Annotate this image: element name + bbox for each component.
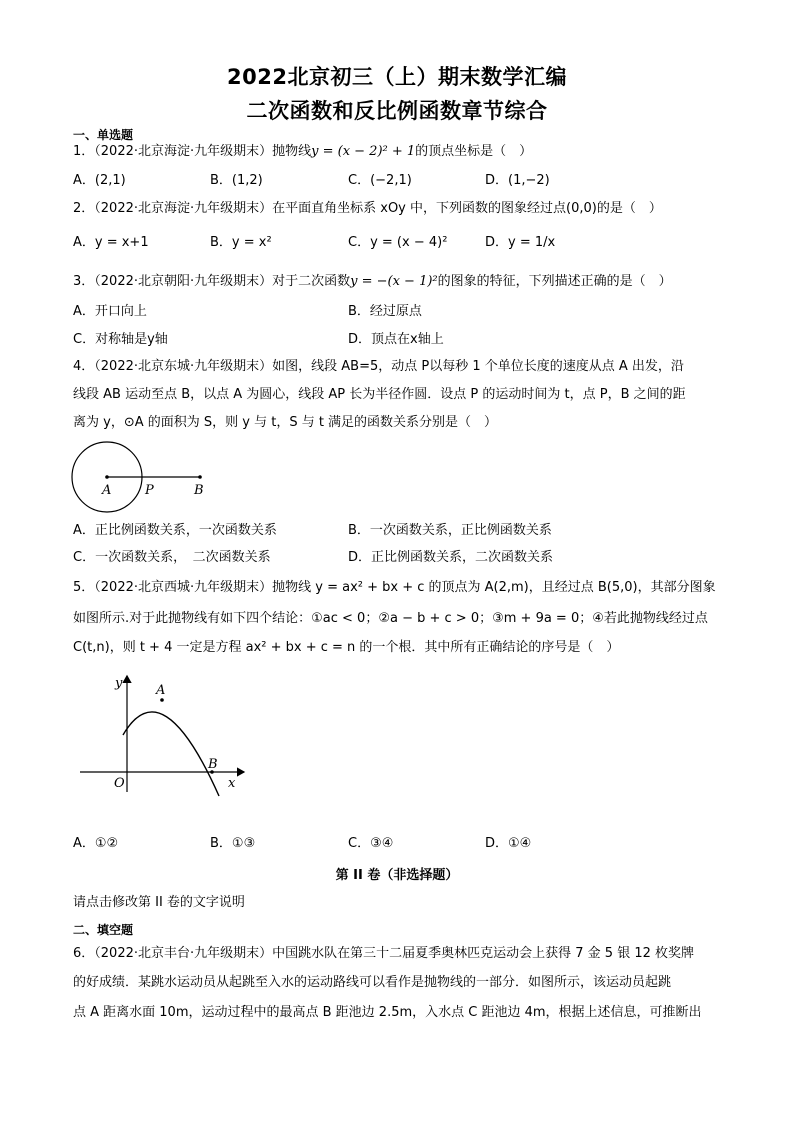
q3-option-b: B．经过原点 [348,304,422,319]
question-1-text: 1．（2022·北京海淀·九年级期末）抛物线 [73,144,312,159]
q1-option-a: A．(2,1) [73,173,126,188]
question-3-formula: y = −(x − 1)² [350,274,438,289]
question-3-text-end: 的图象的特征，下列描述正确的是（ ） [437,274,672,289]
q4-option-a: A．正比例函数关系，一次函数关系 [73,523,277,538]
q1-option-d: D．(1,−2) [485,173,550,188]
question-3-text: 3．（2022·北京朝阳·九年级期末）对于二次函数 [73,274,351,289]
y-axis-label: y [115,676,123,691]
point-a [105,475,109,479]
q4-option-c: C．一次函数关系， 二次函数关系 [73,550,271,565]
q3-option-c: C．对称轴是y轴 [73,332,168,347]
question-6-line-1: 6．（2022·北京丰台·九年级期末）中国跳水队在第三十二届夏季奥林匹克运动会上获得 7 金 5 银 12 枚奖牌 [73,946,694,961]
parabola-figure [78,668,258,798]
question-3 [73,272,672,292]
point-b [198,475,202,479]
point-b-label: B [208,757,218,772]
q2-option-b: B．y = x² [210,235,272,250]
question-1-text-end: 的顶点坐标是（ ） [415,144,533,159]
question-5-line-1: 5．（2022·北京西城·九年级期末）抛物线 y = ax² + bx + c 的顶点为 A(2,m)，且经过点 B(5,0)，其部分图象 [73,580,716,595]
q1-option-c: C．(−2,1) [348,173,412,188]
q3-option-d: D．顶点在x轴上 [348,332,444,347]
point-a-label: A [156,683,166,698]
vertex-a [160,698,164,702]
question-4-line-2: 线段 AB 运动至点 B，以点 A 为圆心，线段 AP 长为半径作圆．设点 P 的运动时间为 t，点 P，B 之间的距 [73,387,686,402]
question-4-line-1: 4．（2022·北京东城·九年级期末）如图，线段 AB=5，动点 P以每秒 1 个单位长度的速度从点 A 出发，沿 [73,359,684,374]
q3-option-a: A．开口向上 [73,304,147,319]
section-heading-fill-in: 二、填空题 [73,923,134,937]
page-title: 2022北京初三（上）期末数学汇编 [227,65,567,89]
parabola-curve [123,712,219,796]
question-1-formula: y = (x − 2)² + 1 [311,144,416,159]
question-5-line-3: C(t,n)，则 t + 4 一定是方程 ax² + bx + c = n 的一个根．其中所有正确结论的序号是（ ） [73,640,620,655]
part-2-title: 第 II 卷（非选择题） [335,868,459,883]
q1-option-b: B．(1,2) [210,173,263,188]
q5-option-d: D．①④ [485,836,532,851]
q5-option-c: C．③④ [348,836,394,851]
origin-label: O [114,776,125,791]
circle-segment-figure [65,438,225,518]
question-2: 2．（2022·北京海淀·九年级期末）在平面直角坐标系 xOy 中，下列函数的图象经过点(0,0)的是（ ） [73,201,662,216]
q2-option-a: A．y = x+1 [73,235,149,250]
question-6-line-3: 点 A 距离水面 10m，运动过程中的最高点 B 距池边 2.5m，入水点 C 距池边 4m，根据上述信息，可推断出 [73,1005,702,1020]
label-p: P [145,483,154,498]
q4-option-d: D．正比例函数关系，二次函数关系 [348,550,554,565]
q5-option-b: B．①③ [210,836,256,851]
label-a: A [102,483,112,498]
q4-option-b: B．一次函数关系，正比例函数关系 [348,523,552,538]
question-5-line-2: 如图所示.对于此抛物线有如下四个结论：①ac < 0；②a − b + c > 0；③m + 9a = 0；④若此抛物线经过点 [73,611,708,626]
x-axis-label: x [228,776,236,791]
q2-option-c: C．y = (x − 4)² [348,235,448,250]
question-1 [73,142,532,162]
part-2-note[interactable]: 请点击修改第 II 卷的文字说明 [73,895,245,910]
question-4-line-3: 离为 y，⊙A 的面积为 S，则 y 与 t，S 与 t 满足的函数关系分别是（ ） [73,415,498,430]
q2-option-d: D．y = 1/x [485,235,556,250]
page-subtitle: 二次函数和反比例函数章节综合 [246,99,548,123]
section-heading-single-choice: 一、单选题 [73,128,134,142]
question-6-line-2: 的好成绩．某跳水运动员从起跳至入水的运动路线可以看作是抛物线的一部分．如图所示，该运动员起跳 [73,975,672,990]
q5-option-a: A．①② [73,836,119,851]
label-b: B [194,483,204,498]
